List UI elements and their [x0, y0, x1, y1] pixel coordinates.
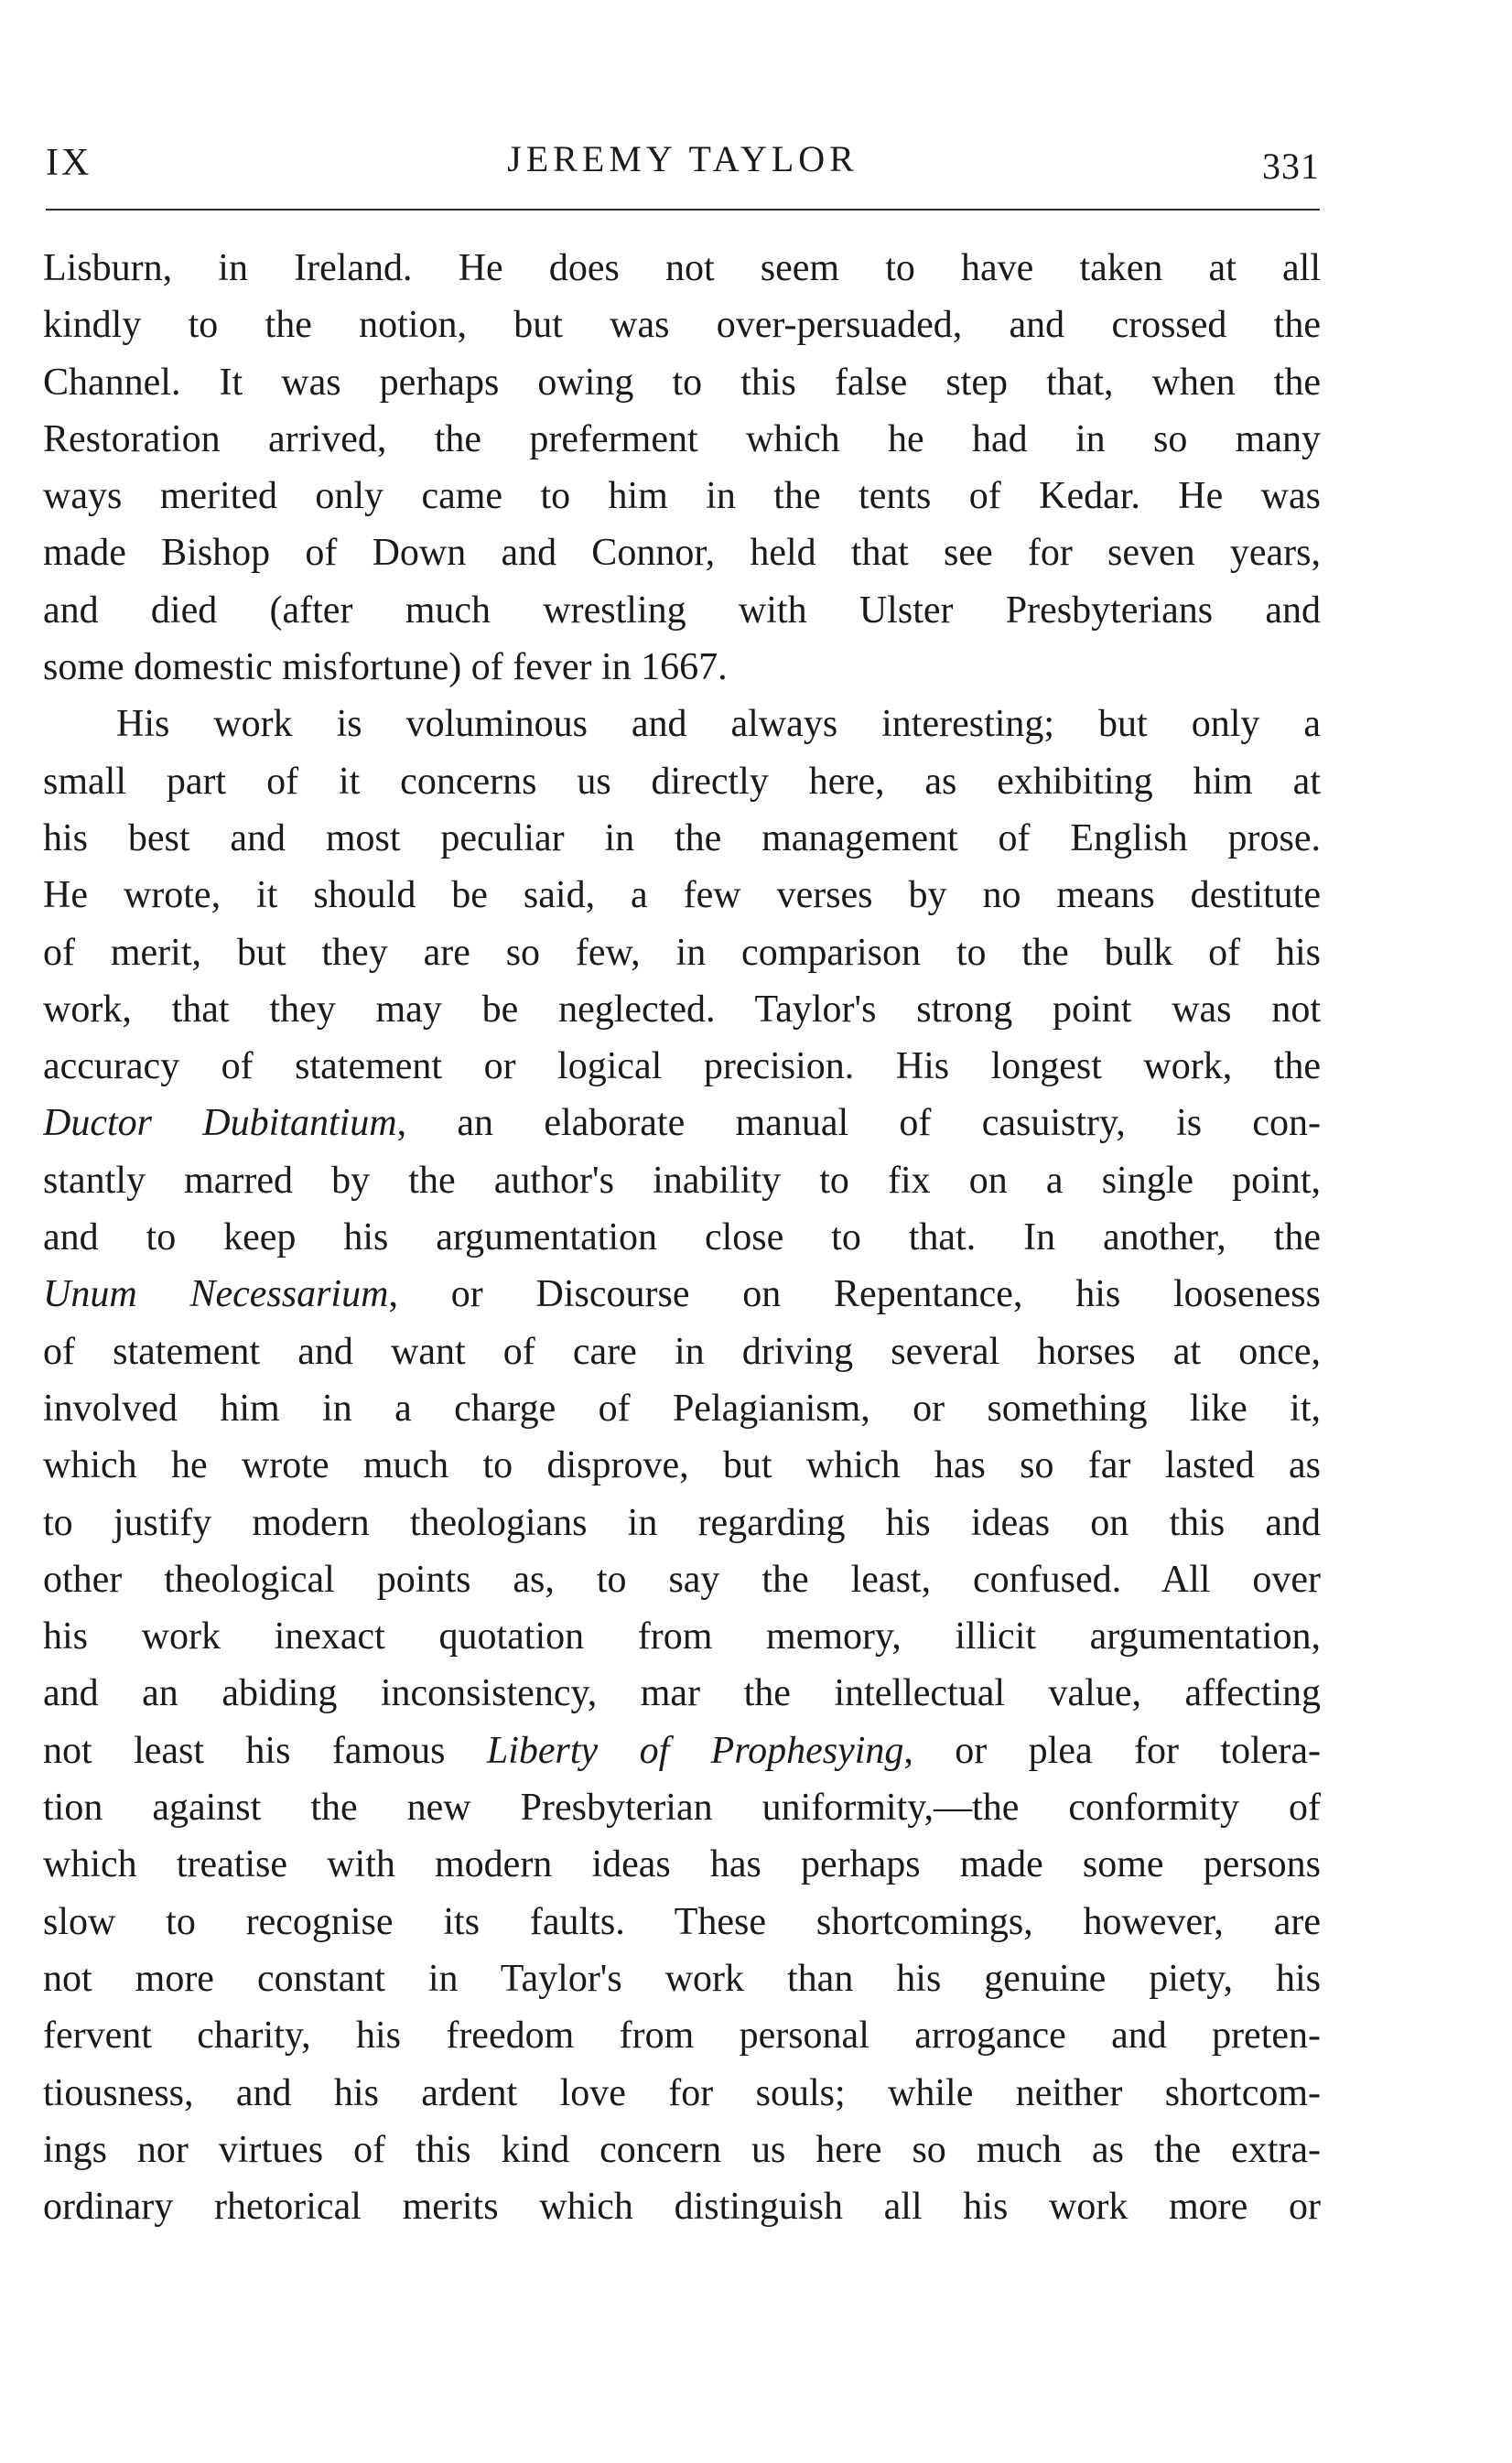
text-line [43, 1551, 1321, 1608]
text-line [43, 1836, 1321, 1893]
text-segment: He wrote, it should be said, a few verses by no means destitute [43, 874, 1321, 917]
text-line [43, 1437, 1321, 1494]
text-line [43, 1038, 1321, 1095]
text-segment: , or Discourse on Repentance, his looseness [388, 1273, 1321, 1316]
text-line [43, 354, 1321, 411]
page-number: 331 [1262, 146, 1320, 187]
section-number: IX [46, 142, 92, 184]
text-segment: other theological points as, to say the least, confused. All over [43, 1558, 1321, 1601]
text-line [43, 297, 1321, 353]
text-line [43, 696, 1321, 752]
text-line [43, 753, 1321, 810]
text-segment: not least his famous [43, 1729, 487, 1772]
text-segment: small part of it concerns us directly here, as exhibiting him at [43, 760, 1321, 803]
text-segment: of merit, but they are so few, in comparison to the bulk of his [43, 931, 1321, 974]
running-head [46, 135, 1320, 200]
text-segment: Lisburn, in Ireland. He does not seem to have taken at all [43, 247, 1321, 289]
text-line [43, 468, 1321, 524]
text-segment: work, that they may be neglected. Taylor's strong point was not [43, 988, 1321, 1031]
running-title: JEREMY TAYLOR [507, 138, 859, 179]
text-line [43, 2007, 1321, 2064]
text-line [43, 1495, 1321, 1551]
text-line [43, 639, 1321, 696]
text-segment: ways merited only came to him in the tents of Kedar. He was [43, 475, 1321, 518]
text-line [43, 810, 1321, 867]
text-segment: fervent charity, his freedom from personal arrogance and preten- [43, 2015, 1321, 2058]
text-line [43, 1779, 1321, 1836]
text-line [43, 1323, 1321, 1380]
text-line [43, 981, 1321, 1038]
text-segment: his work inexact quotation from memory, illicit argumentation, [43, 1615, 1321, 1658]
text-segment: , an elaborate manual of casuistry, is con- [396, 1102, 1321, 1145]
text-line [43, 1950, 1321, 2007]
text-line [43, 1209, 1321, 1266]
text-segment: ordinary rhetorical merits which distinguish all his work more or [43, 2186, 1321, 2229]
text-line [43, 1894, 1321, 1950]
header-rule [46, 209, 1320, 211]
text-segment: to justify modern theologians in regarding his ideas on this and [43, 1501, 1321, 1544]
text-segment: tiousness, and his ardent love for souls; while neither shortcom- [43, 2071, 1321, 2114]
text-segment: which he wrote much to disprove, but which has so far lasted as [43, 1444, 1321, 1487]
text-line [43, 1266, 1321, 1323]
text-segment: Restoration arrived, the preferment which he had in so many [43, 417, 1321, 460]
text-line [43, 867, 1321, 924]
text-line [43, 240, 1321, 297]
italic-title: Ductor Dubitantium [43, 1102, 397, 1145]
text-segment: , or plea for tolera- [903, 1729, 1321, 1772]
text-line [43, 411, 1321, 468]
text-segment: of statement and want of care in driving several horses at once, [43, 1330, 1321, 1373]
text-line [43, 924, 1321, 981]
text-segment: tion against the new Presbyterian uniformity,—the conformity of [43, 1787, 1321, 1830]
text-segment: kindly to the notion, but was over-persuaded, and crossed the [43, 304, 1321, 347]
body-text [43, 240, 1321, 2235]
text-segment: involved him in a charge of Pelagianism, or something like it, [43, 1387, 1321, 1430]
text-segment: accuracy of statement or logical precision. His longest work, the [43, 1045, 1321, 1088]
text-line [43, 1095, 1321, 1151]
text-line [43, 1608, 1321, 1665]
text-segment: ings nor virtues of this kind concern us here so much as the extra- [43, 2128, 1321, 2171]
text-segment: His work is voluminous and always interesting; but only a [116, 703, 1321, 746]
text-segment: and to keep his argumentation close to that. In another, the [43, 1216, 1321, 1259]
italic-title: Liberty of Prophesying [486, 1729, 904, 1772]
text-segment: which treatise with modern ideas has perhaps made some persons [43, 1843, 1321, 1886]
text-segment: and an abiding inconsistency, mar the intellectual value, affecting [43, 1672, 1321, 1715]
text-line [43, 2178, 1321, 2235]
text-line [43, 1665, 1321, 1722]
text-line [43, 582, 1321, 639]
text-line [43, 524, 1321, 581]
text-segment: Channel. It was perhaps owing to this false step that, when the [43, 361, 1321, 404]
text-segment: not more constant in Taylor's work than his genuine piety, his [43, 1957, 1321, 2000]
text-line [43, 1380, 1321, 1437]
text-line [43, 1152, 1321, 1209]
text-segment: some domestic misfortune) of fever in 1667. [43, 646, 728, 689]
text-line [43, 2122, 1321, 2178]
text-line [43, 1723, 1321, 1779]
text-line [43, 2065, 1321, 2122]
italic-title: Unum Necessarium [43, 1273, 389, 1316]
text-segment: and died (after much wrestling with Ulster Presbyterians and [43, 589, 1321, 632]
text-segment: slow to recognise its faults. These shortcomings, however, are [43, 1900, 1321, 1943]
text-segment: made Bishop of Down and Connor, held that see for seven years, [43, 532, 1321, 575]
text-segment: stantly marred by the author's inability to fix on a single point, [43, 1159, 1321, 1202]
text-segment: his best and most peculiar in the management of English prose. [43, 816, 1321, 859]
